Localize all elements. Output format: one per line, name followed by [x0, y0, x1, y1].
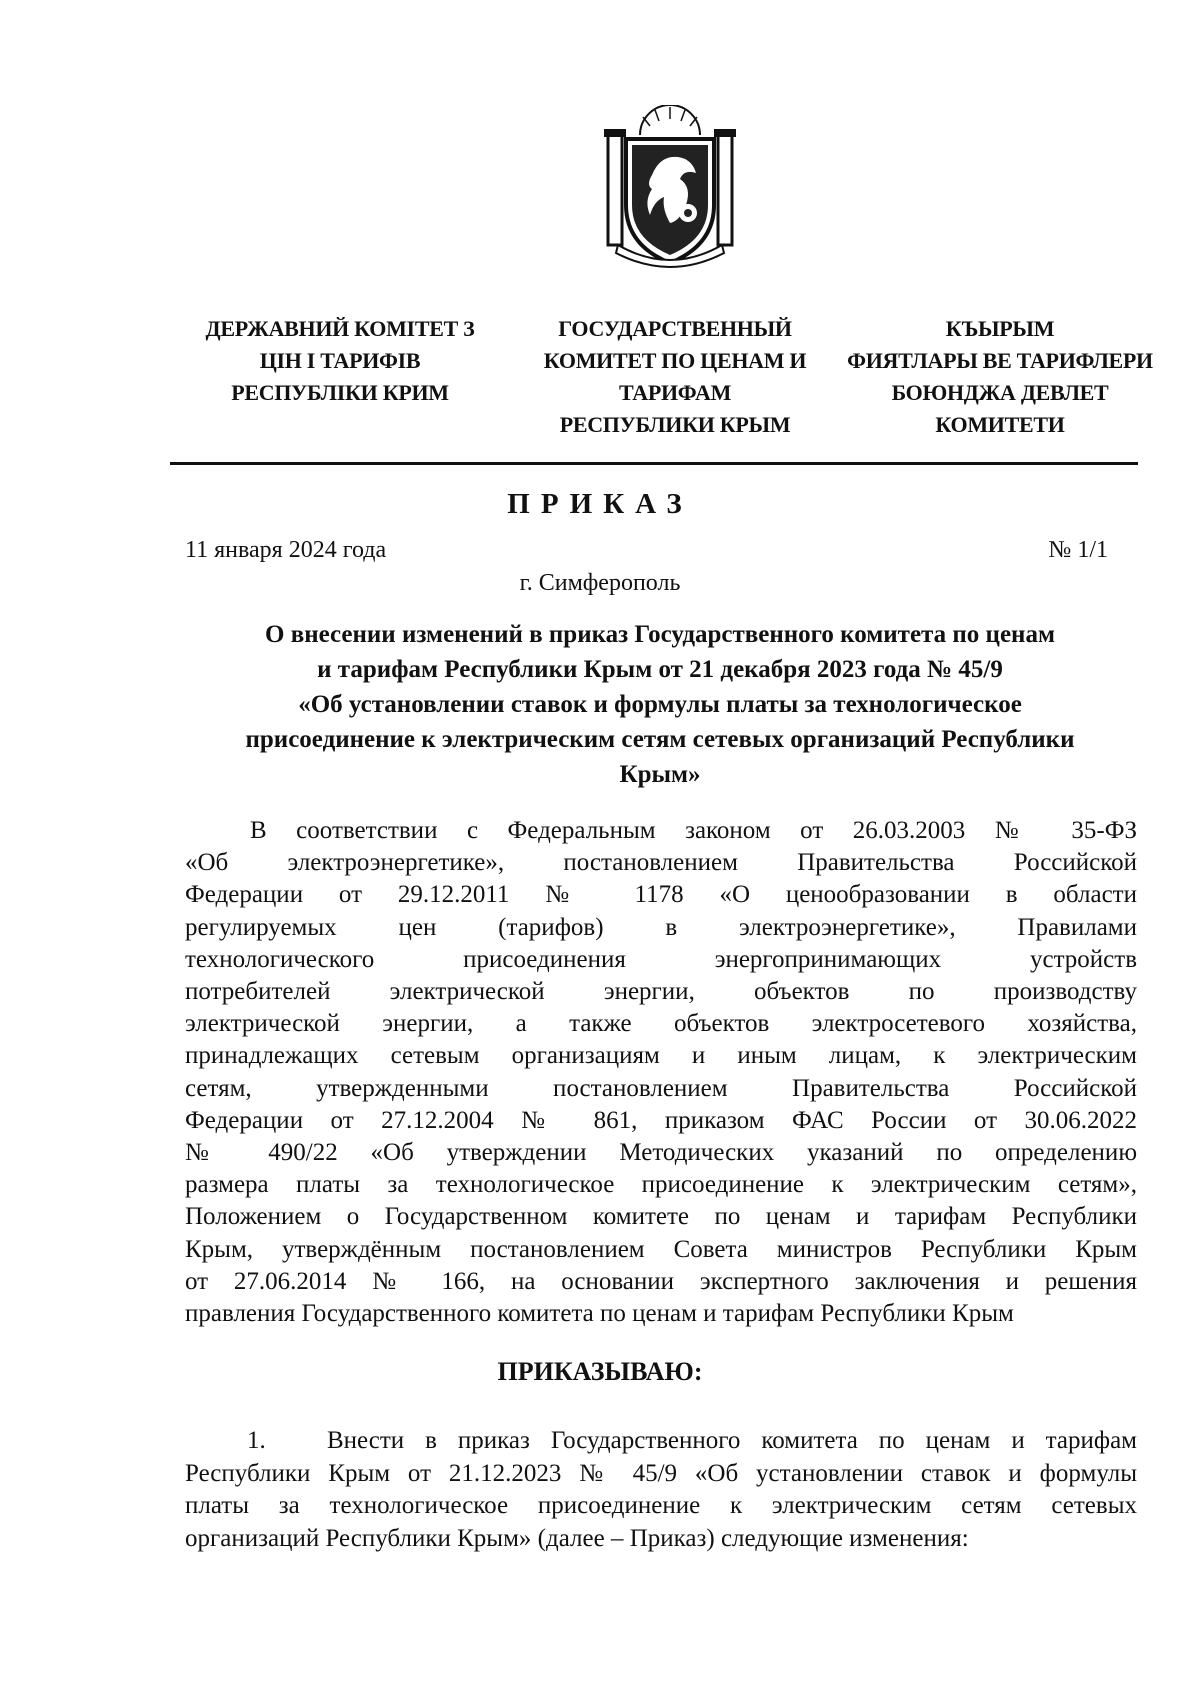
preamble-line: Положением о Государственном комитете по ценам и тарифам Республики — [185, 1203, 1137, 1231]
subject-line: О внесении изменений в приказ Государственного комитета по ценам — [265, 621, 1055, 648]
header-ru-line: РЕСПУБЛИКИ КРЫМ — [559, 412, 791, 437]
order-number: № 1/1 — [1048, 537, 1108, 563]
item-line: Внести в приказ Государственного комитета по ценам и тарифам — [327, 1427, 1137, 1454]
header-ukrainian — [185, 313, 495, 409]
preamble-line: сетям, утвержденными постановлением Правительства Российской — [185, 1074, 1137, 1102]
order-subject — [180, 617, 1140, 792]
header-ua-line: ДЕРЖАВНИЙ КОМІТЕТ З — [205, 316, 475, 341]
item-number: 1. — [247, 1427, 266, 1454]
header-russian — [520, 313, 830, 441]
preamble-line: Крым, утверждённым постановлением Совета министров Республики Крым — [185, 1235, 1137, 1263]
header-crh-line: ФИЯТЛАРЫ ВЕ ТАРИФЛЕРИ — [847, 348, 1153, 373]
preamble-line: регулируемых цен (тарифов) в электроэнергетике», Правилами — [185, 913, 1137, 941]
item-first-line — [185, 1425, 1137, 1458]
item-line: платы за технологическое присоединение к электрическим сетям сетевых — [185, 1492, 1137, 1519]
subject-line: и тарифам Республики Крым от 21 декабря 2023 года № 45/9 — [317, 656, 1003, 683]
preamble-line: размера платы за технологическое присоединение к электрическим сетям», — [185, 1171, 1137, 1199]
preamble-line: Федерации от 27.12.2004 № 861, приказом ФАС России от 30.06.2022 — [185, 1106, 1137, 1134]
order-city: г. Симферополь — [519, 570, 681, 596]
header-ru-line: ГОСУДАРСТВЕННЫЙ — [558, 316, 792, 341]
preamble-paragraph — [185, 815, 1137, 1330]
order-directive: ПРИКАЗЫВАЮ: — [497, 1357, 703, 1386]
header-ua-line: РЕСПУБЛІКИ КРИМ — [231, 380, 449, 405]
document-title: ПРИКАЗ — [507, 488, 693, 520]
item-line: организаций Республики Крым» (далее – Приказ) следующие изменения: — [185, 1524, 969, 1552]
header-crh-line: КЪЫРЫМ — [945, 316, 1055, 341]
order-item-1 — [185, 1425, 1137, 1555]
header-ua-line: ЦІН І ТАРИФІВ — [259, 348, 421, 373]
order-date: 11 января 2024 года — [185, 537, 387, 563]
preamble-line: от 27.06.2014 № 166, на основании экспертного заключения и решения — [185, 1267, 1137, 1295]
item-line: Республики Крым от 21.12.2023 № 45/9 «Об установлении ставок и формулы — [185, 1459, 1137, 1487]
crimea-coat-of-arms-icon — [600, 105, 740, 275]
header-ru-line: ТАРИФАМ — [618, 380, 732, 405]
subject-line: присоединение к электрическим сетям сетевых организаций Республики — [245, 726, 1075, 753]
preamble-line: правления Государственного комитета по ценам и тарифам Республики Крым — [185, 1300, 1014, 1328]
subject-line: «Об установлении ставок и формулы платы за технологическое — [298, 691, 1022, 718]
subject-line: Крым» — [619, 761, 701, 788]
preamble-line: № 490/22 «Об утверждении Методических указаний по определению — [185, 1139, 1137, 1167]
preamble-line: В соответствии с Федеральным законом от 26.03.2003 № 35-ФЗ — [250, 817, 1137, 844]
header-crh-line: БОЮНДЖА ДЕВЛЕТ — [891, 380, 1109, 405]
preamble-line: «Об электроэнергетике», постановлением Правительства Российской — [185, 849, 1137, 877]
header-divider — [170, 462, 1138, 465]
preamble-line: потребителей электрической энергии, объектов по производству — [185, 978, 1137, 1006]
header-crimean-tatar — [835, 313, 1165, 441]
preamble-line: принадлежащих сетевым организациям и иным лицам, к электрическим — [185, 1042, 1137, 1070]
header-crh-line: КОМИТЕТИ — [935, 412, 1065, 437]
preamble-line: электрической энергии, а также объектов электросетевого хозяйства, — [185, 1010, 1137, 1038]
preamble-line: Федерации от 29.12.2011 № 1178 «О ценообразовании в области — [185, 881, 1137, 909]
header-ru-line: КОМИТЕТ ПО ЦЕНАМ И — [543, 348, 807, 373]
preamble-line: технологического присоединения энергопринимающих устройств — [185, 945, 1137, 973]
